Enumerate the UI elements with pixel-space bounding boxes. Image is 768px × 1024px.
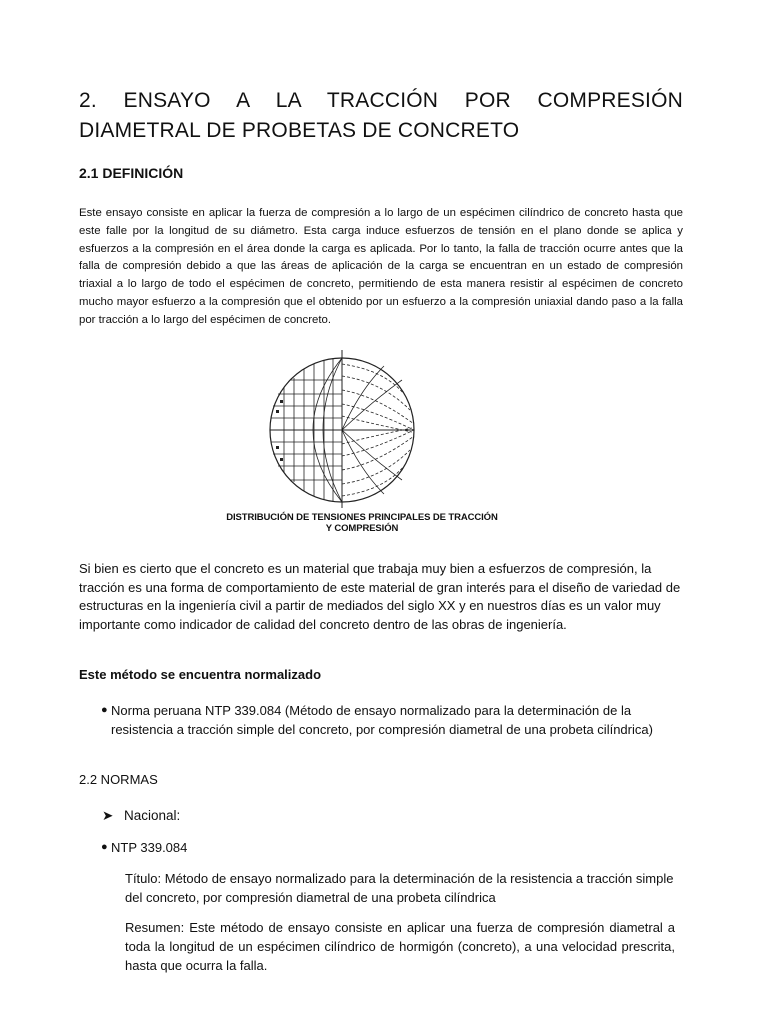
ntp-code: NTP 339.084 <box>111 840 188 855</box>
figure-caption-line-1: DISTRIBUCIÓN DE TENSIONES PRINCIPALES DE TRACCIÓN <box>226 512 498 523</box>
bullet-icon: ● <box>101 841 108 853</box>
ntp-title-paragraph: Título: Método de ensayo normalizado para la determinación de la resistencia a tracción simple del concreto, por compresión diametral de una probeta cilíndrica <box>125 871 674 905</box>
interest-paragraph: Si bien es cierto que el concreto es un material que trabaja muy bien a esfuerzos de compresión, la tracción es una forma de comportamiento de este material de gran interés para el diseño de variedad de estructuras en la ingeniería civil a partir de mediados del siglo XX y en nuestros días es un valor muy importante como indicador de calidad del concreto dentro de las obras de ingeniería. <box>79 561 681 632</box>
figure-caption-line-2: Y COMPRESIÓN <box>325 523 399 534</box>
arrow-bullet-icon: ➤ <box>102 808 114 823</box>
nacional-label: Nacional: <box>124 808 181 823</box>
page-title: 2. ENSAYO A LA TRACCIÓN POR COMPRESIÓN DIAMETRAL DE PROBETAS DE CONCRETO <box>79 89 683 142</box>
list-item-text: Norma peruana NTP 339.084 (Método de ensayo normalizado para la determinación de la resistencia a tracción simple del concreto, por compresión diametral de una probeta cilíndrica) <box>111 703 653 737</box>
stress-distribution-figure <box>222 350 502 540</box>
nacional-item <box>102 808 180 824</box>
bullet-icon: ● <box>101 704 108 716</box>
section-heading-norms: 2.2 NORMAS <box>79 772 158 787</box>
ntp-summary-paragraph: Resumen: Este método de ensayo consiste en aplicar una fuerza de compresión diametral a toda la longitud de un espécimen cilíndrico de hormigón (concreto), a una velocidad prescrita, hasta que ocurra la falla. <box>125 920 675 973</box>
method-normalized-heading: Este método se encuentra normalizado <box>79 667 322 682</box>
figure-caption <box>222 512 502 534</box>
section-heading-definition: 2.1 DEFINICIÓN <box>79 165 184 181</box>
definition-paragraph: Este ensayo consiste en aplicar la fuerza de compresión a lo largo de un espécimen cilíndrico de concreto hasta que este falle por la longitud de su diámetro. Esta carga induce esfuerzos de tensión en el plano donde se aplica y esfuerzos a la compresión en el área donde la carga es aplicada. Por lo tanto, la falla de tracción ocurre antes que la falla de compresión debido a que las áreas de aplicación de la carga se encuentran en un estado de compresión triaxial a lo largo de todo el espécimen de concreto, permitiendo de esta manera resistir al espécimen de concreto mucho mayor esfuerzo a la compresión que el obtenido por un esfuerzo a la compresión uniaxial dando paso a la falla por tracción a lo largo del espécimen de concreto. <box>79 207 683 326</box>
stress-distribution-diagram <box>264 350 460 508</box>
